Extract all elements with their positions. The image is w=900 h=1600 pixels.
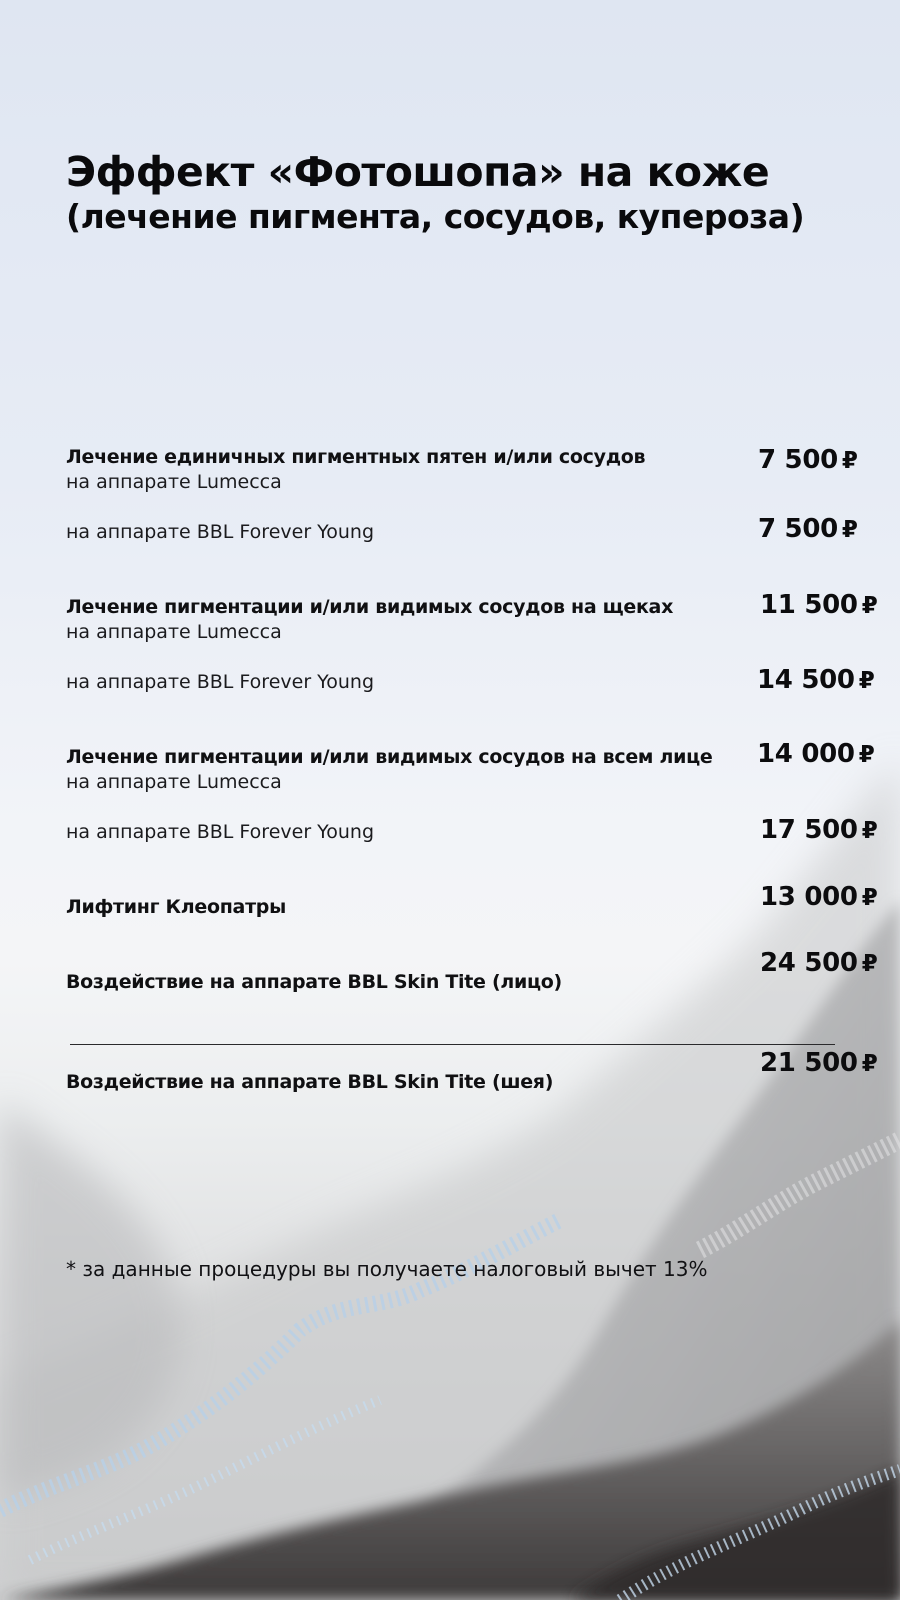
title-line-1: Эффект «Фотошопа» на коже bbox=[66, 148, 770, 196]
service-price bbox=[758, 445, 858, 476]
ruble-sign: ₽ bbox=[858, 742, 875, 768]
ruble-sign: ₽ bbox=[841, 517, 858, 543]
service-label: Лечение пигментации и/или видимых сосудов на всем лице bbox=[66, 746, 713, 768]
price-value: 17 500 bbox=[760, 815, 858, 845]
service-sublabel: на аппарате BBL Forever Young bbox=[66, 671, 375, 693]
price-value: 14 000 bbox=[757, 739, 855, 769]
price-value: 11 500 bbox=[760, 590, 858, 620]
ruble-sign: ₽ bbox=[858, 668, 875, 694]
tax-deduction-note: * за данные процедуры вы получаете налоговый вычет 13% bbox=[66, 1257, 708, 1281]
service-price bbox=[760, 882, 877, 913]
title-line-2: (лечение пигмента, сосудов, купероза) bbox=[66, 197, 805, 236]
ruble-sign: ₽ bbox=[861, 818, 878, 844]
service-label: Лечение единичных пигментных пятен и/или сосудов bbox=[66, 446, 646, 468]
price-value: 21 500 bbox=[760, 1048, 858, 1078]
price-value: 7 500 bbox=[758, 445, 838, 475]
price-value: 13 000 bbox=[760, 882, 858, 912]
service-price bbox=[758, 514, 858, 545]
service-sublabel: на аппарате BBL Forever Young bbox=[66, 521, 375, 543]
ruble-sign: ₽ bbox=[861, 885, 878, 911]
service-price bbox=[757, 739, 874, 770]
price-value: 14 500 bbox=[757, 665, 855, 695]
ruble-sign: ₽ bbox=[841, 448, 858, 474]
page-title bbox=[66, 148, 804, 238]
service-price bbox=[760, 948, 877, 979]
service-sublabel: на аппарате Lumecca bbox=[66, 621, 282, 643]
service-price bbox=[760, 590, 877, 621]
ruble-sign: ₽ bbox=[861, 593, 878, 619]
service-label: Воздействие на аппарате BBL Skin Tite (шея) bbox=[66, 1071, 554, 1093]
ruble-sign: ₽ bbox=[861, 1051, 878, 1077]
service-label: Лифтинг Клеопатры bbox=[66, 896, 286, 918]
service-sublabel: на аппарате Lumecca bbox=[66, 471, 282, 493]
service-price bbox=[757, 665, 874, 696]
service-sublabel: на аппарате BBL Forever Young bbox=[66, 821, 375, 843]
service-label: Лечение пигментации и/или видимых сосудов на щеках bbox=[66, 596, 674, 618]
service-label: Воздействие на аппарате BBL Skin Tite (лицо) bbox=[66, 971, 562, 993]
service-sublabel: на аппарате Lumecca bbox=[66, 771, 282, 793]
ruble-sign: ₽ bbox=[861, 951, 878, 977]
price-value: 7 500 bbox=[758, 514, 838, 544]
service-price bbox=[760, 815, 877, 846]
section-divider bbox=[70, 1044, 835, 1045]
service-price bbox=[760, 1048, 877, 1079]
price-value: 24 500 bbox=[760, 948, 858, 978]
